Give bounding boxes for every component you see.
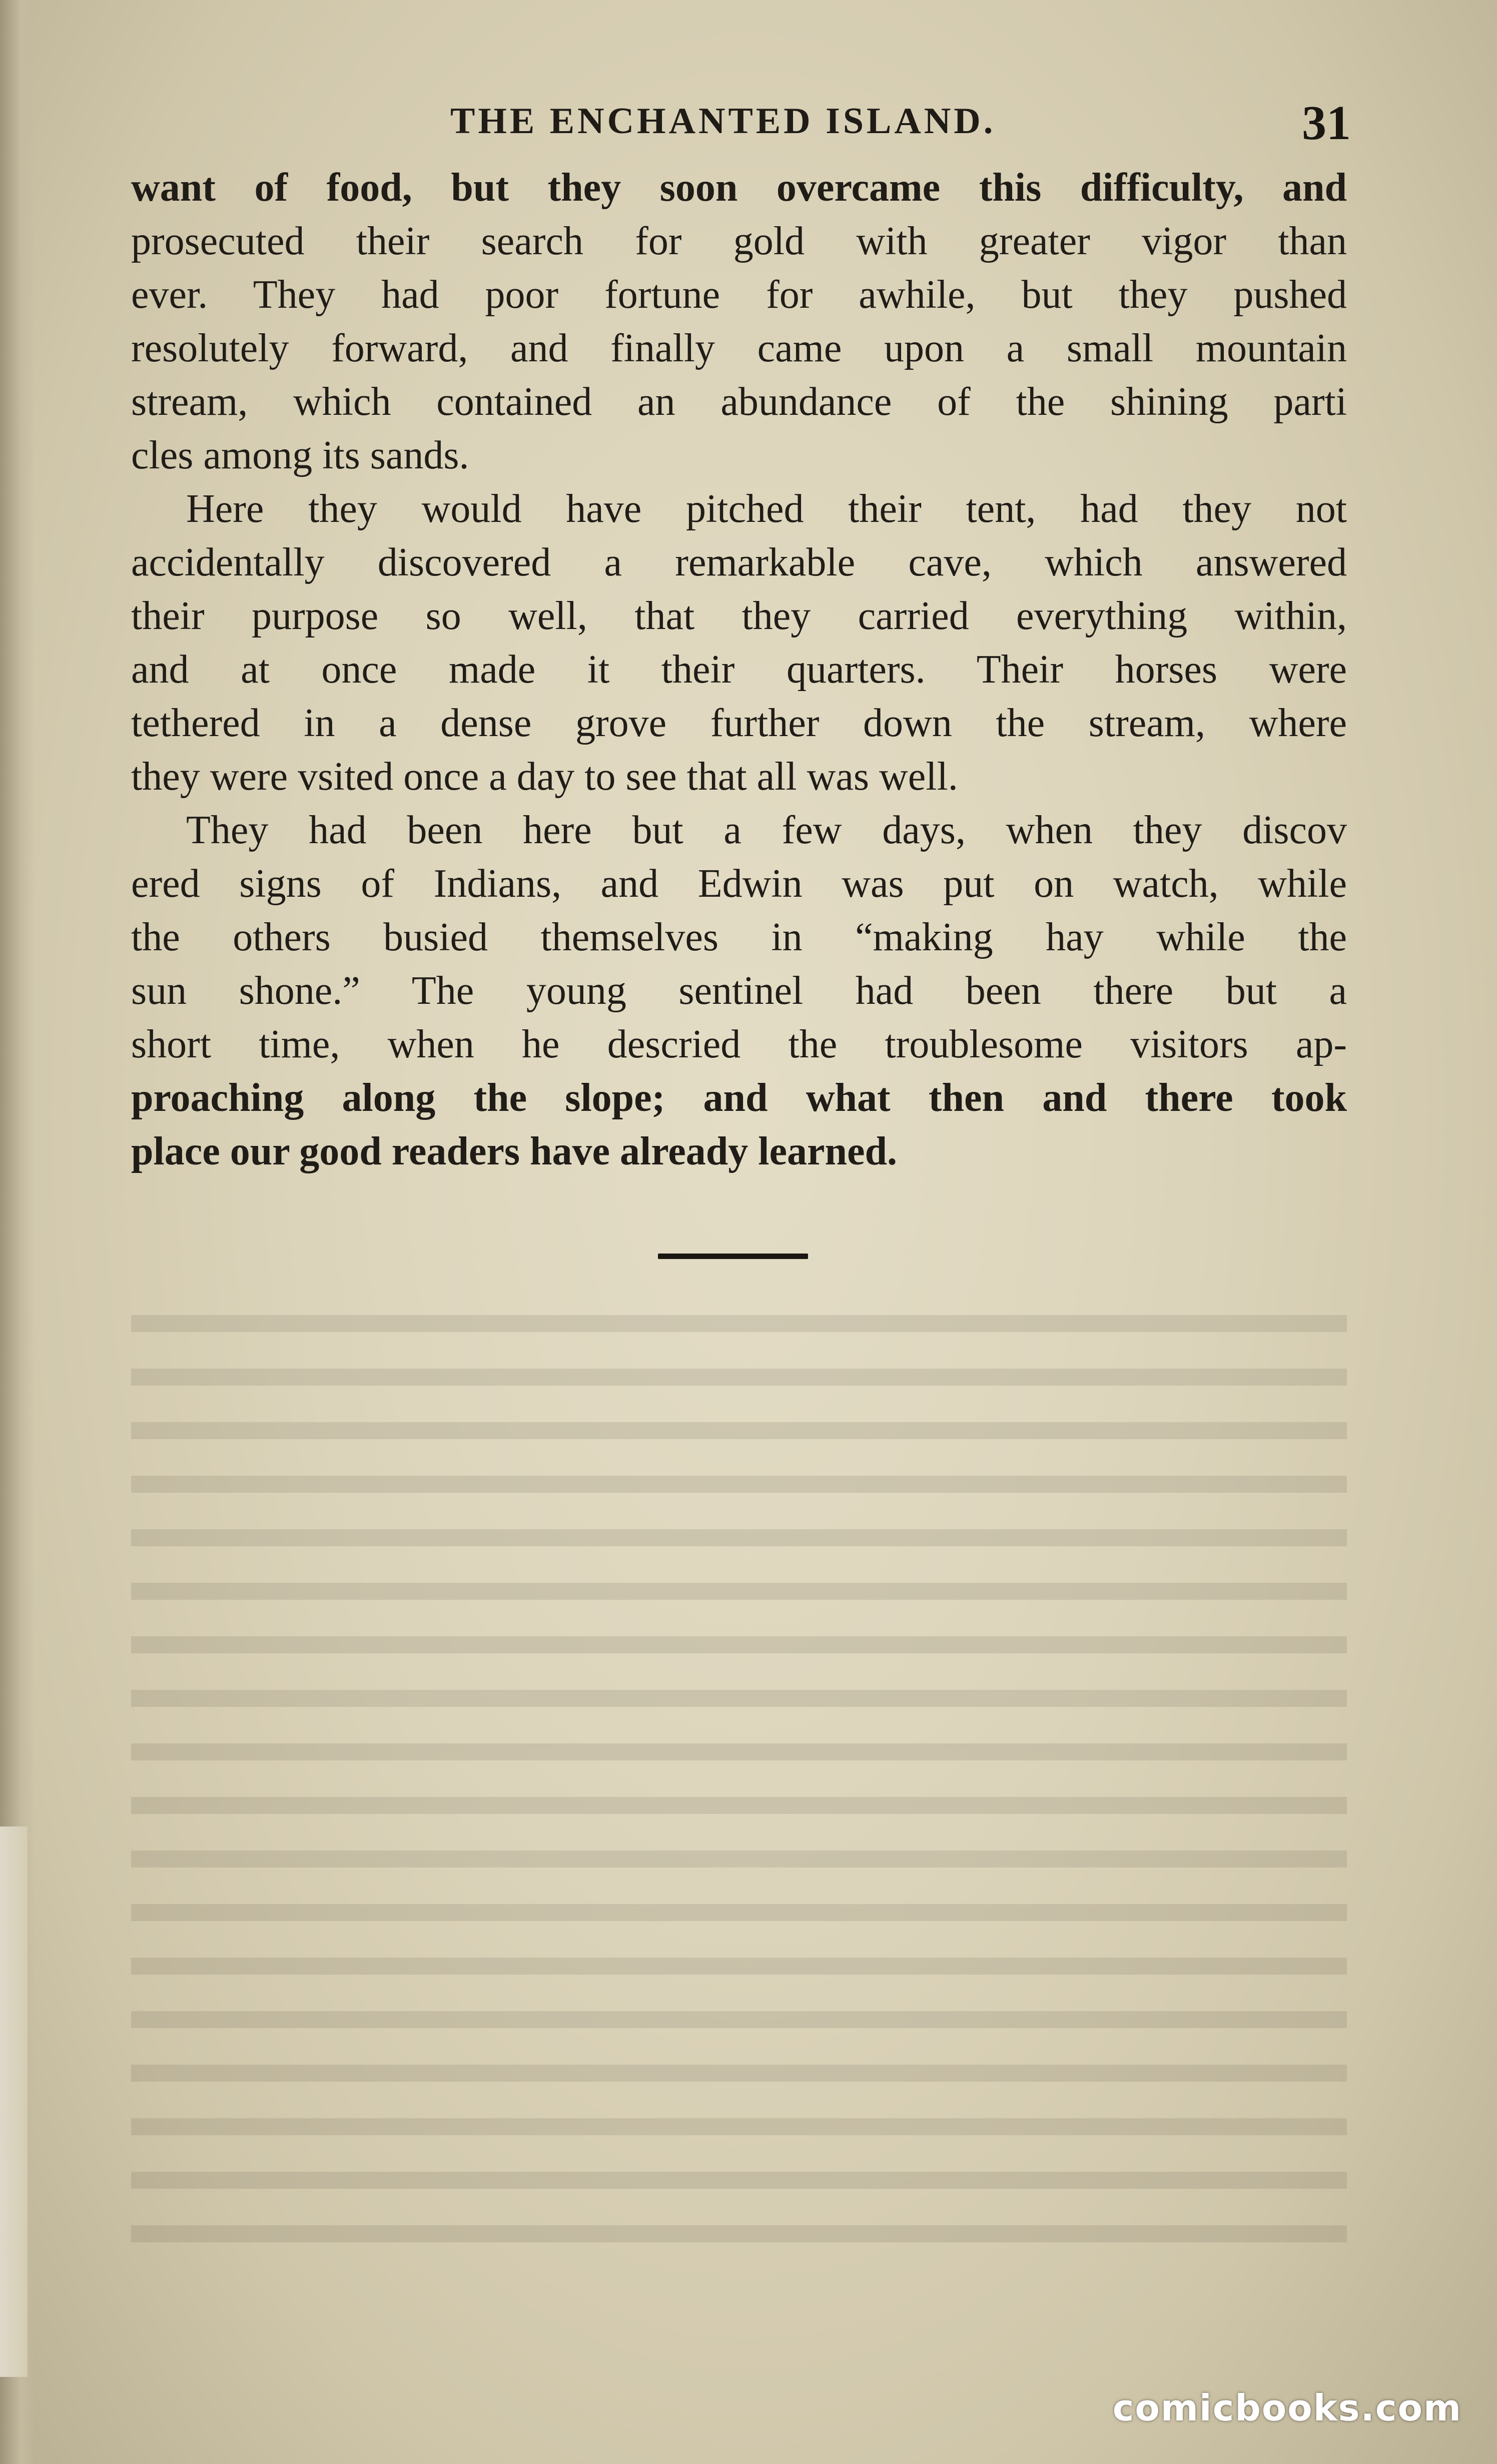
- text-line: proaching along the slope; and what then and there took: [131, 1076, 1347, 1120]
- text-line: sun shone.” The young sentinel had been there but a: [131, 969, 1347, 1013]
- body-text: [131, 161, 1347, 1178]
- text-line: their purpose so well, that they carried everything within,: [131, 594, 1347, 638]
- running-head: THE ENCHANTED ISLAND.: [450, 101, 996, 142]
- text-line: prosecuted their search for gold with greater vigor than: [131, 219, 1347, 263]
- text-line: They had been here but a few days, when they discov: [186, 808, 1347, 852]
- text-line: ever. They had poor fortune for awhile, but they pushed: [131, 273, 1347, 317]
- text-line: ered signs of Indians, and Edwin was put on watch, while: [131, 862, 1347, 906]
- text-line: Here they would have pitched their tent, had they not: [186, 487, 1347, 531]
- text-line: the others busied themselves in “making hay while the: [131, 915, 1347, 959]
- text-line: resolutely forward, and finally came upon a small mountain: [131, 326, 1347, 370]
- page-header: [130, 95, 1351, 150]
- text-line: tethered in a dense grove further down the stream, where: [131, 701, 1347, 745]
- page-number: 31: [1302, 96, 1351, 150]
- watermark: comicbooks.com: [1112, 2387, 1462, 2429]
- text-line: want of food, but they soon overcame this difficulty, and: [131, 166, 1347, 210]
- text-line: cles among its sands.: [131, 433, 469, 477]
- text-line: they were vsited once a day to see that all was well.: [131, 755, 958, 799]
- show-through-text: [131, 1301, 1347, 2277]
- text-line: place our good readers have already learned.: [131, 1129, 898, 1173]
- text-line: short time, when he descried the troublesome visitors ap-: [131, 1022, 1347, 1066]
- text-line: accidentally discovered a remarkable cave, which answered: [131, 540, 1347, 584]
- section-divider-rule: [658, 1254, 808, 1259]
- text-line: stream, which contained an abundance of the shining parti: [131, 380, 1347, 424]
- torn-paper-edge: [0, 1826, 28, 2377]
- text-line: and at once made it their quarters. Their horses were: [131, 648, 1347, 692]
